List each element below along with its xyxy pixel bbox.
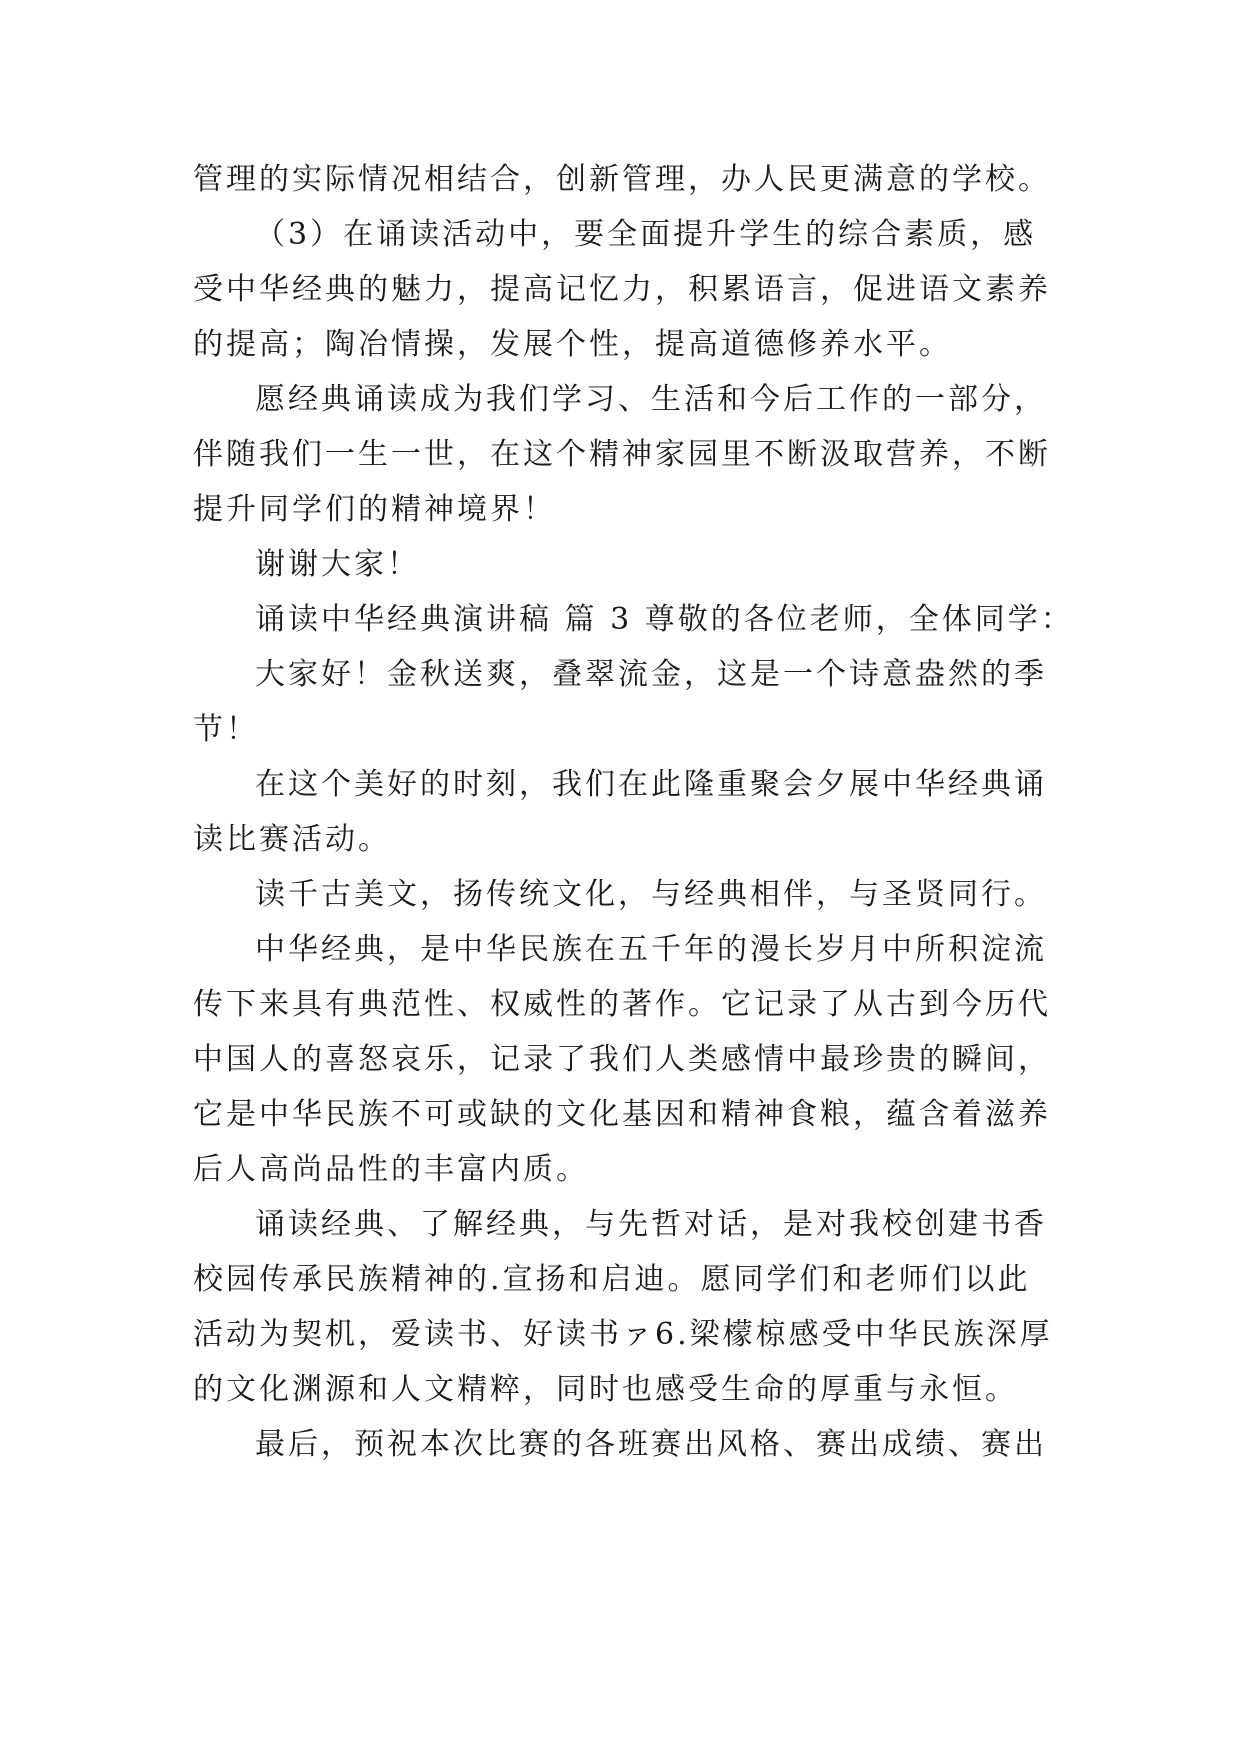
text-line: 的文化渊源和人文精粹，同时也感受生命的厚重与永恒。 bbox=[193, 1372, 1018, 1407]
text-line: 后人高尚品性的丰富内质。 bbox=[193, 1152, 589, 1187]
text-line: 传下来具有典范性、权威性的著作。它记录了从古到今历代 bbox=[193, 987, 1051, 1022]
text-line: 它是中华民族不可或缺的文化基因和精神食粮，蕴含着滋养 bbox=[193, 1097, 1051, 1132]
text-line: 最后，预祝本次比赛的各班赛出风格、赛出成绩、赛出 bbox=[255, 1427, 1047, 1462]
text-line: 在这个美好的时刻，我们在此隆重聚会夕展中华经典诵 bbox=[255, 767, 1047, 802]
text-line: 受中华经典的魅力，提高记忆力，积累语言，促进语文素养 bbox=[193, 272, 1051, 307]
text-line: 愿经典诵读成为我们学习、生活和今后工作的一部分， bbox=[255, 382, 1047, 417]
text-line: 提升同学们的精神境界！ bbox=[193, 492, 556, 527]
text-line: 活动为契机，爱读书、好读书ァ6.梁檬椋感受中华民族深厚 bbox=[193, 1317, 1053, 1352]
text-line: 管理的实际情况相结合，创新管理，办人民更满意的学校。 bbox=[193, 162, 1051, 197]
text-line: 谢谢大家！ bbox=[255, 547, 420, 582]
text-line: 伴随我们一生一世，在这个精神家园里不断汲取营养，不断 bbox=[193, 437, 1051, 472]
text-line: 诵读中华经典演讲稿 篇 3 尊敬的各位老师，全体同学： bbox=[255, 602, 1074, 637]
text-line: 读比赛活动。 bbox=[193, 822, 391, 857]
text-line: 大家好！金秋送爽，叠翠流金，这是一个诗意盎然的季 bbox=[255, 657, 1047, 692]
text-line: 中国人的喜怒哀乐，记录了我们人类感情中最珍贵的瞬间， bbox=[193, 1042, 1051, 1077]
text-line: （3）在诵读活动中，要全面提升学生的综合素质，感 bbox=[255, 217, 1037, 252]
text-line: 读千古美文，扬传统文化，与经典相伴，与圣贤同行。 bbox=[255, 877, 1047, 912]
text-line: 诵读经典、了解经典，与先哲对话，是对我校创建书香 bbox=[255, 1207, 1047, 1242]
text-line: 校园传承民族精神的.宣扬和启迪。愿同学们和老师们以此 bbox=[193, 1262, 1031, 1297]
text-line: 节！ bbox=[193, 712, 259, 747]
text-line: 的提高；陶冶情操，发展个性，提高道德修养水平。 bbox=[193, 327, 952, 362]
text-line: 中华经典，是中华民族在五千年的漫长岁月中所积淀流 bbox=[255, 932, 1047, 967]
